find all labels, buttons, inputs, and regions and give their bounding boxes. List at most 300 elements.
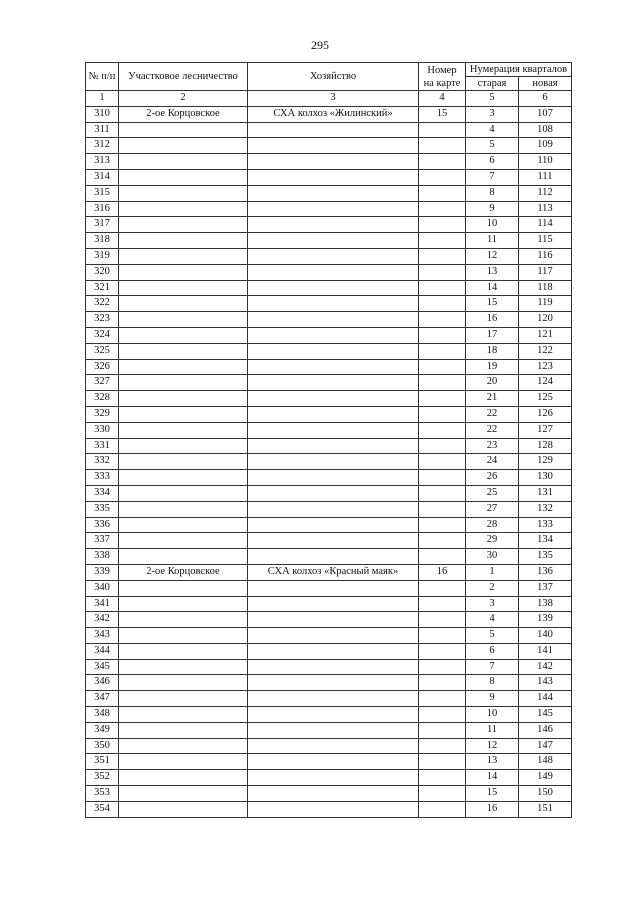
old-block-cell: 21 xyxy=(466,391,519,407)
column-number: 1 xyxy=(86,91,119,107)
row-number: 349 xyxy=(86,722,119,738)
farm-cell xyxy=(248,201,419,217)
row-number: 350 xyxy=(86,738,119,754)
row-number: 333 xyxy=(86,470,119,486)
new-block-cell: 116 xyxy=(519,248,572,264)
forestry-cell xyxy=(119,154,248,170)
row-number: 354 xyxy=(86,801,119,817)
row-number: 327 xyxy=(86,375,119,391)
map-number-cell xyxy=(419,138,466,154)
farm-cell xyxy=(248,359,419,375)
map-number-cell xyxy=(419,248,466,264)
old-block-cell: 15 xyxy=(466,786,519,802)
forestry-cell: 2-ое Корцовское xyxy=(119,564,248,580)
new-block-cell: 142 xyxy=(519,659,572,675)
map-number-cell xyxy=(419,454,466,470)
old-block-cell: 8 xyxy=(466,185,519,201)
table-row xyxy=(86,691,572,707)
farm-cell xyxy=(248,154,419,170)
farm-cell xyxy=(248,707,419,723)
header-old: старая xyxy=(466,77,519,91)
old-block-cell: 9 xyxy=(466,201,519,217)
farm-cell xyxy=(248,501,419,517)
old-block-cell: 1 xyxy=(466,564,519,580)
map-number-cell: 15 xyxy=(419,106,466,122)
row-number: 337 xyxy=(86,533,119,549)
farm-cell xyxy=(248,549,419,565)
row-number: 316 xyxy=(86,201,119,217)
farm-cell xyxy=(248,738,419,754)
forestry-cell xyxy=(119,691,248,707)
old-block-cell: 13 xyxy=(466,264,519,280)
old-block-cell: 23 xyxy=(466,438,519,454)
map-number-cell xyxy=(419,501,466,517)
table-row xyxy=(86,217,572,233)
farm-cell xyxy=(248,517,419,533)
forestry-cell xyxy=(119,612,248,628)
forestry-cell xyxy=(119,264,248,280)
old-block-cell: 29 xyxy=(466,533,519,549)
row-number: 322 xyxy=(86,296,119,312)
map-number-cell xyxy=(419,343,466,359)
row-number: 348 xyxy=(86,707,119,723)
header-new: новая xyxy=(519,77,572,91)
farm-cell xyxy=(248,169,419,185)
table-row xyxy=(86,169,572,185)
forestry-cell xyxy=(119,375,248,391)
map-number-cell xyxy=(419,154,466,170)
row-number: 314 xyxy=(86,169,119,185)
column-number: 4 xyxy=(419,91,466,107)
old-block-cell: 7 xyxy=(466,169,519,185)
farm-cell xyxy=(248,296,419,312)
map-number-cell xyxy=(419,122,466,138)
new-block-cell: 109 xyxy=(519,138,572,154)
farm-cell xyxy=(248,691,419,707)
forestry-cell xyxy=(119,533,248,549)
new-block-cell: 121 xyxy=(519,327,572,343)
map-number-cell xyxy=(419,185,466,201)
old-block-cell: 24 xyxy=(466,454,519,470)
table-row xyxy=(86,596,572,612)
table-row xyxy=(86,154,572,170)
map-number-cell xyxy=(419,312,466,328)
table-row xyxy=(86,201,572,217)
map-number-cell xyxy=(419,786,466,802)
map-number-cell xyxy=(419,628,466,644)
map-number-cell xyxy=(419,359,466,375)
farm-cell xyxy=(248,233,419,249)
forestry-cell xyxy=(119,185,248,201)
new-block-cell: 123 xyxy=(519,359,572,375)
map-number-cell xyxy=(419,280,466,296)
column-number-row xyxy=(86,91,572,107)
table-row xyxy=(86,485,572,501)
table-row xyxy=(86,643,572,659)
row-number: 326 xyxy=(86,359,119,375)
map-number-cell xyxy=(419,580,466,596)
row-number: 338 xyxy=(86,549,119,565)
farm-cell xyxy=(248,801,419,817)
table-row xyxy=(86,722,572,738)
farm-cell xyxy=(248,754,419,770)
table-row xyxy=(86,675,572,691)
forestry-cell xyxy=(119,770,248,786)
new-block-cell: 129 xyxy=(519,454,572,470)
row-number: 324 xyxy=(86,327,119,343)
new-block-cell: 130 xyxy=(519,470,572,486)
table-row xyxy=(86,122,572,138)
old-block-cell: 16 xyxy=(466,312,519,328)
forestry-cell xyxy=(119,738,248,754)
new-block-cell: 125 xyxy=(519,391,572,407)
table-row xyxy=(86,296,572,312)
table-row xyxy=(86,659,572,675)
row-number: 319 xyxy=(86,248,119,264)
old-block-cell: 12 xyxy=(466,248,519,264)
farm-cell xyxy=(248,786,419,802)
table-row xyxy=(86,248,572,264)
row-number: 353 xyxy=(86,786,119,802)
map-number-cell xyxy=(419,391,466,407)
map-number-cell xyxy=(419,217,466,233)
map-number-cell xyxy=(419,549,466,565)
forestry-cell xyxy=(119,801,248,817)
row-number: 347 xyxy=(86,691,119,707)
header-block-numbering: Нумерация кварталов xyxy=(466,63,572,77)
map-number-cell: 16 xyxy=(419,564,466,580)
old-block-cell: 14 xyxy=(466,280,519,296)
old-block-cell: 16 xyxy=(466,801,519,817)
row-number: 336 xyxy=(86,517,119,533)
farm-cell xyxy=(248,280,419,296)
map-number-cell xyxy=(419,296,466,312)
farm-cell xyxy=(248,343,419,359)
farm-cell xyxy=(248,454,419,470)
row-number: 312 xyxy=(86,138,119,154)
farm-cell xyxy=(248,406,419,422)
map-number-cell xyxy=(419,470,466,486)
map-number-cell xyxy=(419,169,466,185)
forestry-cell xyxy=(119,754,248,770)
map-number-cell xyxy=(419,264,466,280)
forestry-cell xyxy=(119,327,248,343)
forestry-cell xyxy=(119,201,248,217)
row-number: 343 xyxy=(86,628,119,644)
farm-cell xyxy=(248,675,419,691)
table-row xyxy=(86,375,572,391)
new-block-cell: 120 xyxy=(519,312,572,328)
forestry-cell xyxy=(119,501,248,517)
farm-cell xyxy=(248,122,419,138)
map-number-cell xyxy=(419,201,466,217)
new-block-cell: 143 xyxy=(519,675,572,691)
row-number: 329 xyxy=(86,406,119,422)
farm-cell: СХА колхоз «Красный маяк» xyxy=(248,564,419,580)
new-block-cell: 140 xyxy=(519,628,572,644)
forestry-cell xyxy=(119,406,248,422)
table-row xyxy=(86,233,572,249)
farm-cell xyxy=(248,643,419,659)
row-number: 330 xyxy=(86,422,119,438)
table-row xyxy=(86,612,572,628)
old-block-cell: 27 xyxy=(466,501,519,517)
map-number-cell xyxy=(419,422,466,438)
row-number: 331 xyxy=(86,438,119,454)
new-block-cell: 112 xyxy=(519,185,572,201)
table-row xyxy=(86,801,572,817)
farm-cell xyxy=(248,470,419,486)
column-number: 3 xyxy=(248,91,419,107)
new-block-cell: 147 xyxy=(519,738,572,754)
old-block-cell: 10 xyxy=(466,217,519,233)
new-block-cell: 111 xyxy=(519,169,572,185)
forestry-cell xyxy=(119,470,248,486)
new-block-cell: 145 xyxy=(519,707,572,723)
farm-cell xyxy=(248,138,419,154)
forestry-cell xyxy=(119,138,248,154)
forestry-cell xyxy=(119,659,248,675)
row-number: 311 xyxy=(86,122,119,138)
farm-cell xyxy=(248,185,419,201)
new-block-cell: 131 xyxy=(519,485,572,501)
row-number: 332 xyxy=(86,454,119,470)
old-block-cell: 13 xyxy=(466,754,519,770)
map-number-cell xyxy=(419,327,466,343)
forestry-cell xyxy=(119,422,248,438)
farm-cell xyxy=(248,312,419,328)
new-block-cell: 141 xyxy=(519,643,572,659)
new-block-cell: 115 xyxy=(519,233,572,249)
new-block-cell: 149 xyxy=(519,770,572,786)
table-row xyxy=(86,438,572,454)
row-number: 345 xyxy=(86,659,119,675)
map-number-cell xyxy=(419,517,466,533)
forestry-cell xyxy=(119,517,248,533)
new-block-cell: 150 xyxy=(519,786,572,802)
table-row xyxy=(86,312,572,328)
farm-cell xyxy=(248,722,419,738)
new-block-cell: 118 xyxy=(519,280,572,296)
map-number-cell xyxy=(419,801,466,817)
new-block-cell: 110 xyxy=(519,154,572,170)
row-number: 310 xyxy=(86,106,119,122)
map-number-cell xyxy=(419,533,466,549)
forestry-cell xyxy=(119,786,248,802)
forestry-cell xyxy=(119,643,248,659)
forestry-cell xyxy=(119,438,248,454)
map-number-cell xyxy=(419,485,466,501)
old-block-cell: 30 xyxy=(466,549,519,565)
farm-cell xyxy=(248,375,419,391)
map-number-cell xyxy=(419,675,466,691)
header-forestry: Участковое лесничество xyxy=(119,63,248,91)
forest-blocks-table xyxy=(85,62,572,818)
farm-cell xyxy=(248,770,419,786)
forestry-cell xyxy=(119,359,248,375)
forestry-cell xyxy=(119,596,248,612)
old-block-cell: 8 xyxy=(466,675,519,691)
table-row xyxy=(86,280,572,296)
new-block-cell: 135 xyxy=(519,549,572,565)
header-num: № п/п xyxy=(86,63,119,91)
row-number: 318 xyxy=(86,233,119,249)
new-block-cell: 128 xyxy=(519,438,572,454)
new-block-cell: 132 xyxy=(519,501,572,517)
header-farm: Хозяйство xyxy=(248,63,419,91)
map-number-cell xyxy=(419,612,466,628)
forestry-cell xyxy=(119,312,248,328)
table-row xyxy=(86,391,572,407)
old-block-cell: 3 xyxy=(466,106,519,122)
farm-cell xyxy=(248,485,419,501)
map-number-cell xyxy=(419,375,466,391)
row-number: 328 xyxy=(86,391,119,407)
table-row xyxy=(86,549,572,565)
forestry-cell xyxy=(119,233,248,249)
header-map-number: Номер на карте xyxy=(419,63,466,91)
old-block-cell: 4 xyxy=(466,122,519,138)
old-block-cell: 28 xyxy=(466,517,519,533)
new-block-cell: 139 xyxy=(519,612,572,628)
old-block-cell: 22 xyxy=(466,422,519,438)
farm-cell xyxy=(248,391,419,407)
old-block-cell: 6 xyxy=(466,154,519,170)
new-block-cell: 146 xyxy=(519,722,572,738)
new-block-cell: 133 xyxy=(519,517,572,533)
old-block-cell: 17 xyxy=(466,327,519,343)
row-number: 321 xyxy=(86,280,119,296)
map-number-cell xyxy=(419,707,466,723)
forestry-cell xyxy=(119,580,248,596)
table-row xyxy=(86,628,572,644)
old-block-cell: 15 xyxy=(466,296,519,312)
table-row xyxy=(86,470,572,486)
forestry-cell xyxy=(119,707,248,723)
new-block-cell: 113 xyxy=(519,201,572,217)
forestry-cell xyxy=(119,280,248,296)
new-block-cell: 137 xyxy=(519,580,572,596)
forestry-cell xyxy=(119,549,248,565)
new-block-cell: 124 xyxy=(519,375,572,391)
new-block-cell: 136 xyxy=(519,564,572,580)
farm-cell: СХА колхоз «Жилинский» xyxy=(248,106,419,122)
table-row xyxy=(86,422,572,438)
table-row xyxy=(86,564,572,580)
table-row xyxy=(86,754,572,770)
farm-cell xyxy=(248,533,419,549)
farm-cell xyxy=(248,596,419,612)
map-number-cell xyxy=(419,770,466,786)
table-row xyxy=(86,738,572,754)
farm-cell xyxy=(248,628,419,644)
old-block-cell: 5 xyxy=(466,628,519,644)
new-block-cell: 134 xyxy=(519,533,572,549)
table-row xyxy=(86,264,572,280)
old-block-cell: 20 xyxy=(466,375,519,391)
column-number: 2 xyxy=(119,91,248,107)
new-block-cell: 119 xyxy=(519,296,572,312)
forestry-cell xyxy=(119,675,248,691)
row-number: 342 xyxy=(86,612,119,628)
row-number: 344 xyxy=(86,643,119,659)
row-number: 313 xyxy=(86,154,119,170)
old-block-cell: 11 xyxy=(466,722,519,738)
new-block-cell: 117 xyxy=(519,264,572,280)
table-row xyxy=(86,406,572,422)
forestry-cell: 2-ое Корцовское xyxy=(119,106,248,122)
table-row xyxy=(86,707,572,723)
old-block-cell: 25 xyxy=(466,485,519,501)
farm-cell xyxy=(248,580,419,596)
old-block-cell: 7 xyxy=(466,659,519,675)
forestry-cell xyxy=(119,122,248,138)
new-block-cell: 108 xyxy=(519,122,572,138)
row-number: 339 xyxy=(86,564,119,580)
farm-cell xyxy=(248,659,419,675)
table-row xyxy=(86,501,572,517)
map-number-cell xyxy=(419,643,466,659)
old-block-cell: 9 xyxy=(466,691,519,707)
map-number-cell xyxy=(419,406,466,422)
farm-cell xyxy=(248,612,419,628)
table-row xyxy=(86,359,572,375)
old-block-cell: 10 xyxy=(466,707,519,723)
row-number: 320 xyxy=(86,264,119,280)
old-block-cell: 18 xyxy=(466,343,519,359)
table-row xyxy=(86,786,572,802)
farm-cell xyxy=(248,264,419,280)
row-number: 351 xyxy=(86,754,119,770)
new-block-cell: 127 xyxy=(519,422,572,438)
forestry-cell xyxy=(119,169,248,185)
old-block-cell: 2 xyxy=(466,580,519,596)
old-block-cell: 22 xyxy=(466,406,519,422)
table-row xyxy=(86,106,572,122)
forestry-cell xyxy=(119,248,248,264)
row-number: 352 xyxy=(86,770,119,786)
row-number: 325 xyxy=(86,343,119,359)
table-row xyxy=(86,517,572,533)
table-row xyxy=(86,454,572,470)
old-block-cell: 6 xyxy=(466,643,519,659)
new-block-cell: 114 xyxy=(519,217,572,233)
new-block-cell: 122 xyxy=(519,343,572,359)
map-number-cell xyxy=(419,722,466,738)
farm-cell xyxy=(248,438,419,454)
column-number: 6 xyxy=(519,91,572,107)
forestry-cell xyxy=(119,343,248,359)
old-block-cell: 19 xyxy=(466,359,519,375)
new-block-cell: 148 xyxy=(519,754,572,770)
table-row xyxy=(86,343,572,359)
old-block-cell: 3 xyxy=(466,596,519,612)
map-number-cell xyxy=(419,754,466,770)
table-row xyxy=(86,770,572,786)
old-block-cell: 12 xyxy=(466,738,519,754)
new-block-cell: 126 xyxy=(519,406,572,422)
new-block-cell: 107 xyxy=(519,106,572,122)
farm-cell xyxy=(248,422,419,438)
forestry-cell xyxy=(119,454,248,470)
row-number: 346 xyxy=(86,675,119,691)
forestry-cell xyxy=(119,722,248,738)
farm-cell xyxy=(248,248,419,264)
forestry-cell xyxy=(119,391,248,407)
old-block-cell: 14 xyxy=(466,770,519,786)
row-number: 334 xyxy=(86,485,119,501)
map-number-cell xyxy=(419,438,466,454)
